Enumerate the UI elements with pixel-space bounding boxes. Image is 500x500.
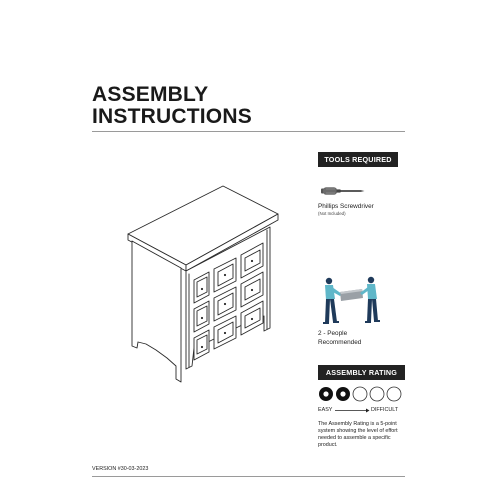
rating-dot-empty: [353, 387, 367, 401]
rating-dot-empty: [387, 387, 401, 401]
two-people-carrying-icon: [318, 275, 384, 325]
tool-note: (Not Included): [318, 211, 346, 216]
people-count: 2 - People: [318, 330, 348, 337]
nightstand-illustration: [124, 180, 284, 385]
title-line-2: INSTRUCTIONS: [92, 105, 252, 128]
people-recommended: [318, 329, 361, 347]
screwdriver-icon: [321, 186, 365, 196]
title-line-1: ASSEMBLY: [92, 83, 209, 106]
rating-description: The Assembly Rating is a 5-point system showing the level of effort needed to assemble a specific product.: [318, 421, 398, 448]
title-divider: [92, 131, 405, 132]
footer-divider: [92, 476, 405, 477]
rating-dot-filled: [319, 387, 333, 401]
assembly-rating-header: ASSEMBLY RATING: [318, 365, 405, 380]
rating-dot-filled: [336, 387, 350, 401]
people-recommended-label: Recommended: [318, 339, 362, 346]
tools-required-header: TOOLS REQUIRED: [318, 152, 398, 167]
version-label: VERSION #30-03-2023: [92, 466, 149, 472]
rating-dots: [318, 386, 406, 402]
arrow-right-icon: [334, 407, 370, 414]
rating-dot-empty: [370, 387, 384, 401]
document-title: [92, 84, 252, 128]
tool-name: Phillips Screwdriver: [318, 203, 374, 210]
difficulty-scale: [318, 407, 406, 415]
difficult-label: DIFFICULT: [371, 407, 399, 413]
easy-label: EASY: [318, 407, 333, 413]
